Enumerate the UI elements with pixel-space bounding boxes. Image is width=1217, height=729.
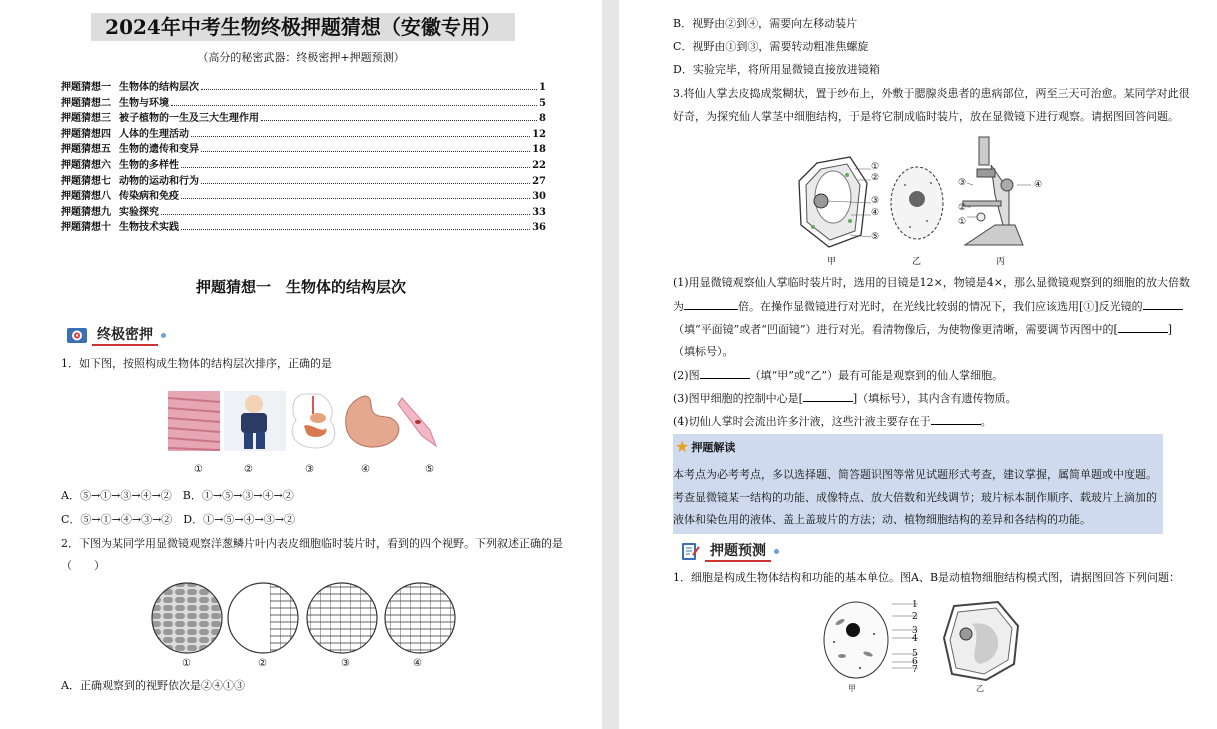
q1-label-3: ③ [305, 464, 314, 475]
section-title: 押题猜想一 生物体的结构层次 [195, 278, 406, 296]
q1-label-1: ① [194, 464, 203, 475]
banner-label: 押题预测 [705, 540, 771, 562]
fig2-label-yi: 乙 [976, 684, 984, 693]
baby-image [224, 391, 286, 451]
toc-entry-title: 生物与环境 [119, 97, 169, 109]
text-segment: （填“平面镜”或者“凹面镜”）进行对光。看清物像后，为使物像更清晰，需要调节丙图中的[ [673, 323, 1118, 336]
text-segment: （填“甲”或“乙”）最有可能是观察到的仙人掌细胞。 [749, 369, 1004, 382]
toc-entry[interactable] [61, 127, 546, 143]
subquestion-2 [673, 367, 1003, 384]
prediction-question-1: 1．细胞是构成生物体结构和功能的基本单位。图A、B是动植物细胞结构模式图，请据图回答下列问题： [673, 571, 1181, 584]
microscope-view-3 [300, 580, 380, 656]
fig2-label-jia: 甲 [848, 684, 856, 693]
scope-label-1: ① [958, 217, 967, 227]
q1-label-4: ④ [361, 464, 370, 475]
text-segment: 倍。在操作显微镜进行对光时，在光线比较弱的情况下，我们应该选用[①]反光镜的 [738, 300, 1143, 313]
tissue-image [168, 391, 220, 451]
animal-cell-figure [891, 167, 943, 239]
subquestion-1-line-c [673, 321, 1172, 338]
fig2-number-7: 7 [912, 665, 918, 675]
toc-entry-page: 33 [532, 206, 546, 218]
cell-label-4: ④ [871, 208, 880, 218]
banner-dot [774, 549, 779, 554]
toc-entry-label: 押题猜想二 [61, 97, 111, 109]
digestive-system-image [292, 394, 335, 448]
document-page-left [0, 0, 602, 729]
toc-entry[interactable] [61, 142, 546, 158]
toc-entry[interactable] [61, 111, 546, 127]
toc-leader-dots [161, 205, 530, 215]
banner-label: 终极密押 [92, 324, 158, 346]
text-segment: (2)图 [673, 369, 700, 382]
toc-entry-page: 12 [532, 128, 546, 140]
toc-entry[interactable] [61, 174, 546, 190]
question-2-option-b: B．视野由②到④，需要向左移动装片 [673, 17, 858, 30]
subquestion-3 [673, 390, 1017, 407]
toc-leader-dots [171, 96, 537, 106]
toc-entry-label: 押题猜想十 [61, 222, 111, 234]
toc-leader-dots [261, 111, 537, 121]
toc-entry-title: 生物的遗传和变异 [119, 144, 199, 156]
q2-label-2: ② [258, 658, 267, 669]
cell-image [398, 398, 436, 446]
answer-blank[interactable] [1118, 321, 1168, 333]
toc-entry-title: 生物的多样性 [119, 159, 179, 171]
subquestion-1-line-a: (1)用显微镜观察仙人掌临时装片时，选用的目镜是12×，物镜是4×，那么显微镜观察到的细胞的放大倍数 [673, 276, 1191, 289]
question-3-line-2: 好奇，为探究仙人掌茎中细胞结构，于是将它制成临时装片，放在显微镜下进行观察。请据图回答问题。 [673, 110, 1179, 123]
text-segment: ] [1167, 323, 1173, 336]
q1-label-5: ⑤ [425, 464, 434, 475]
toc-entry[interactable] [61, 96, 546, 112]
answer-blank[interactable] [931, 413, 981, 425]
analysis-text: 本考点为必考考点，多以选择题、简答题识图等常见试题形式考查，建议掌握，属简单题或中度题。考查显微镜某一结构的功能、成像特点、放大倍数和光线调节；玻片标本制作顺序、载玻片上滴加的液体和染色用的液体、盖上盖玻片的方法；动、植物细胞结构的差异和各结构的功能。 [673, 468, 1157, 526]
question-3-figure [795, 135, 1055, 260]
toc-leader-dots [201, 174, 530, 184]
q1-label-2: ② [244, 464, 253, 475]
toc-entry-page: 36 [532, 222, 546, 234]
toc-leader-dots [201, 142, 530, 152]
toc-entry-title: 传染病和免疫 [119, 191, 179, 203]
banner-prediction [678, 540, 779, 562]
toc-entry-page: 1 [539, 82, 546, 93]
toc-entry-page: 30 [532, 191, 546, 203]
toc-entry[interactable] [61, 205, 546, 221]
toc-entry[interactable] [61, 189, 546, 205]
toc-entry[interactable] [61, 220, 546, 236]
toc-entry[interactable] [61, 158, 546, 174]
text-segment: 为 [673, 300, 684, 313]
fig2-number-3: 3 [912, 626, 918, 636]
fig2-number-5: 5 [912, 649, 918, 659]
question-3-line-1: 3.将仙人掌去皮捣成浆糊状，置于纱布上，外敷于腮腺炎患者的患病部位，两至三天可治愈。某同学对此很 [673, 87, 1190, 100]
question-1-options-ab: A．⑤→①→③→④→② B．①→⑤→③→④→② [61, 489, 294, 502]
analysis-box [673, 434, 1163, 534]
figure-label-yi: 乙 [912, 257, 922, 267]
star-icon: ★ [675, 437, 690, 456]
toc-entry-label: 押题猜想七 [61, 175, 111, 187]
toc-entry-title: 动物的运动和行为 [119, 175, 199, 187]
answer-blank[interactable] [700, 367, 750, 379]
banner-final-secret [65, 324, 166, 346]
toc-entry-label: 押题猜想五 [61, 144, 111, 156]
subquestion-1-line-b [673, 298, 1183, 315]
toc-entry-title: 实验探究 [119, 206, 159, 218]
toc-entry[interactable] [61, 80, 546, 96]
subquestion-4 [673, 413, 992, 430]
microscope-view-4 [380, 580, 460, 656]
toc-entry-title: 人体的生理活动 [119, 128, 189, 140]
toc-leader-dots [201, 80, 537, 90]
microscope-view-1 [150, 580, 226, 656]
cell-label-2: ② [871, 173, 880, 183]
toc-entry-page: 27 [532, 175, 546, 187]
plant-cell-figure [799, 157, 871, 247]
question-2: 2．下图为某同学用显微镜观察洋葱鳞片叶内表皮细胞临时装片时，看到的四个视野。下列叙述正确的是 [61, 537, 563, 550]
toc-entry-page: 8 [539, 113, 546, 125]
analysis-header [675, 438, 735, 456]
question-2-option-a: A．正确观察到的视野依次是②④①③ [61, 679, 245, 692]
microscope-figure [963, 137, 1031, 245]
plant-cell-diagram [944, 602, 1018, 680]
text-segment: (4)切仙人掌时会流出许多汁液，这些汁液主要存在于 [673, 415, 931, 428]
text-segment: (3)图甲细胞的控制中心是[ [673, 392, 803, 405]
subquestion-1-line-d: （填标号）。 [673, 345, 734, 358]
toc-entry-label: 押题猜想四 [61, 128, 111, 140]
scope-label-3: ③ [958, 178, 967, 188]
text-segment: ]（填标号），其内含有遗传物质。 [852, 392, 1017, 405]
toc-leader-dots [181, 158, 530, 168]
answer-blank[interactable] [1143, 298, 1183, 310]
banner-dot [161, 333, 166, 338]
question-1: 1．如下图，按照构成生物体的结构层次排序，正确的是 [61, 357, 332, 370]
q2-label-4: ④ [413, 658, 422, 669]
microscope-view-2 [228, 580, 310, 656]
question-2-paren: （ ） [61, 559, 105, 572]
toc-entry-title: 被子植物的一生及三大生理作用 [119, 113, 259, 125]
question-2-option-c: C．视野由①到③，需要转动粗准焦螺旋 [673, 40, 869, 53]
table-of-contents [61, 80, 546, 236]
cell-label-1: ① [871, 162, 880, 172]
target-icon [65, 324, 89, 346]
prediction-figure [822, 598, 1022, 682]
toc-entry-page: 18 [532, 144, 546, 156]
toc-entry-label: 押题猜想三 [61, 113, 111, 125]
answer-blank[interactable] [803, 390, 853, 402]
toc-entry-page: 22 [532, 159, 546, 171]
toc-entry-label: 押题猜想八 [61, 191, 111, 203]
text-segment: 。 [980, 415, 992, 428]
toc-entry-label: 押题猜想一 [61, 82, 111, 93]
toc-entry-label: 押题猜想九 [61, 206, 111, 218]
question-1-options-cd: C．⑤→①→④→③→② D．①→⑤→④→③→② [61, 513, 295, 526]
toc-entry-title: 生物体的结构层次 [119, 82, 199, 93]
page-gap [602, 0, 619, 729]
toc-leader-dots [191, 127, 530, 137]
fig2-number-6: 6 [912, 657, 918, 667]
question-2-figure [150, 580, 460, 656]
toc-leader-dots [181, 220, 530, 230]
toc-entry-title: 生物技术实践 [119, 222, 179, 234]
animal-cell-diagram [824, 602, 888, 678]
question-1-figure [168, 390, 438, 452]
cell-label-3: ③ [871, 196, 880, 206]
figure-label-jia: 甲 [827, 257, 837, 267]
cell-label-5: ⑤ [871, 232, 880, 242]
notebook-icon [678, 540, 702, 562]
document-subtitle: （高分的秘密武器：终极密押+押题预测） [197, 51, 405, 64]
question-2-option-d: D．实验完毕，将所用显微镜直接放进镜箱 [673, 63, 880, 76]
document-title: 2024年中考生物终极押题猜想（安徽专用） [91, 13, 515, 41]
toc-entry-page: 5 [539, 97, 546, 109]
toc-entry-label: 押题猜想六 [61, 159, 111, 171]
fig2-number-1: 1 [912, 600, 918, 610]
figure-label-bing: 丙 [996, 257, 1006, 267]
fig2-number-4: 4 [912, 634, 918, 644]
answer-blank[interactable] [684, 298, 738, 310]
stomach-image [346, 396, 399, 447]
scope-label-2: ② [958, 203, 967, 213]
q2-label-1: ① [182, 658, 191, 669]
toc-leader-dots [181, 189, 530, 199]
q2-label-3: ③ [341, 658, 350, 669]
fig2-number-2: 2 [912, 612, 918, 622]
analysis-title: 押题解读 [691, 441, 736, 454]
scope-label-4: ④ [1034, 180, 1043, 190]
